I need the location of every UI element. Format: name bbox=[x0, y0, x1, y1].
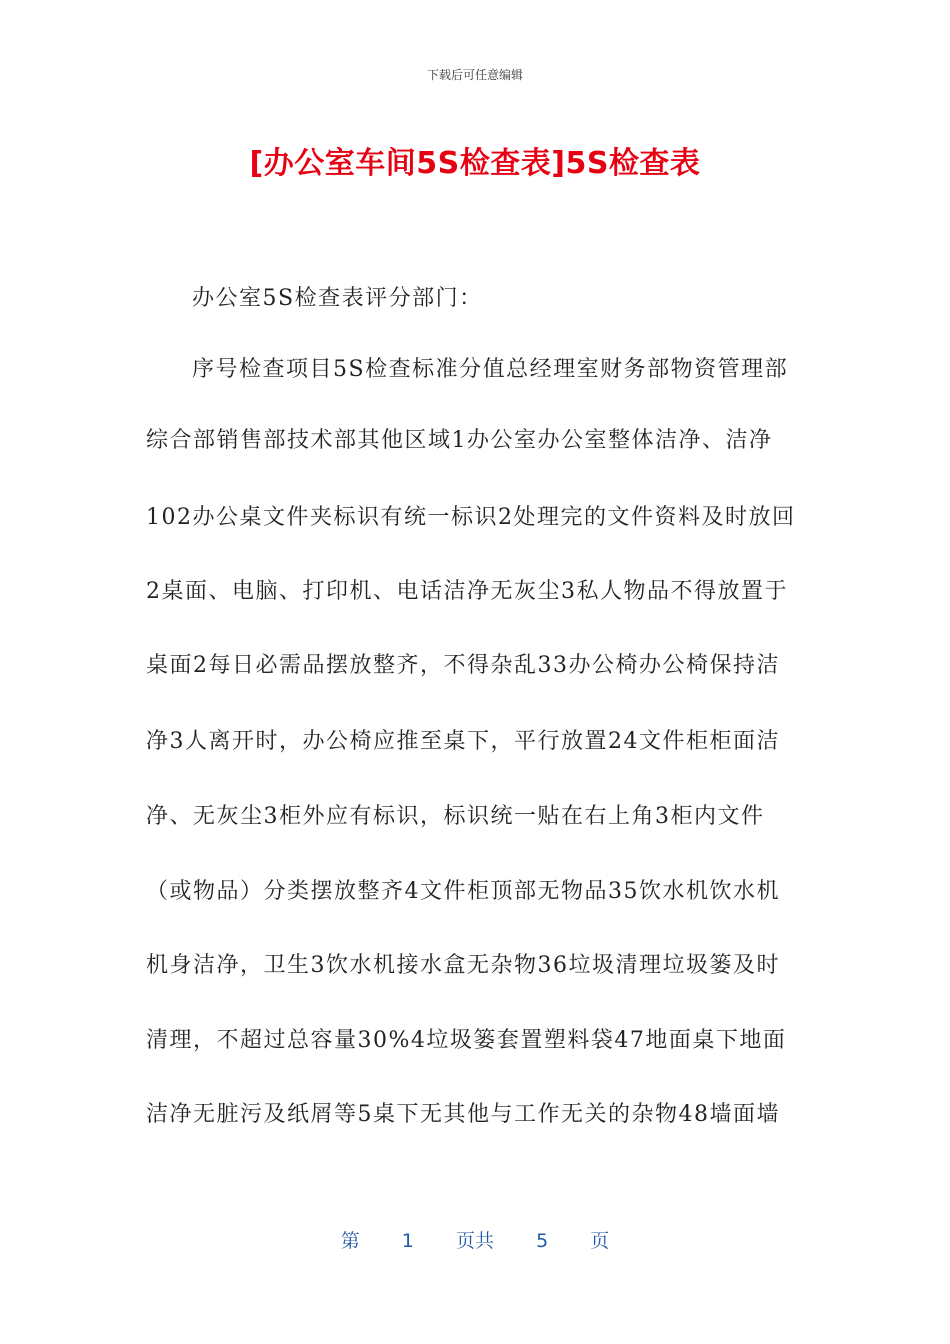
body-line-9: （或物品）分类摆放整齐4文件柜顶部无物品35饮水机饮水机 bbox=[146, 879, 780, 904]
footer-total-pages: 5 bbox=[536, 1230, 549, 1252]
body-line-8: 净、无灰尘3柜外应有标识，标识统一贴在右上角3柜内文件 bbox=[146, 804, 765, 829]
body-line-10: 机身洁净，卫生3饮水机接水盒无杂物36垃圾清理垃圾篓及时 bbox=[146, 953, 780, 978]
body-line-4: 102办公桌文件夹标识有统一标识2处理完的文件资料及时放回 bbox=[146, 505, 796, 530]
page-header-note: 下载后可任意编辑 bbox=[426, 68, 523, 82]
body-line-1: 办公室5S检查表评分部门： bbox=[192, 286, 483, 311]
body-line-3: 综合部销售部技术部其他区域1办公室办公室整体洁净、洁净 bbox=[146, 428, 773, 453]
body-line-6: 桌面2每日必需品摆放整齐，不得杂乱33办公椅办公椅保持洁 bbox=[146, 653, 780, 678]
document-body bbox=[146, 284, 806, 1154]
footer-current-page: 1 bbox=[401, 1230, 414, 1252]
footer-prefix: 第 bbox=[340, 1230, 360, 1252]
footer-suffix: 页 bbox=[590, 1230, 610, 1252]
body-line-12: 洁净无脏污及纸屑等5桌下无其他与工作无关的杂物48墙面墙 bbox=[146, 1102, 780, 1127]
body-line-7: 净3人离开时，办公椅应推至桌下，平行放置24文件柜柜面洁 bbox=[146, 729, 780, 754]
body-line-5: 2桌面、电脑、打印机、电话洁净无灰尘3私人物品不得放置于 bbox=[146, 579, 788, 604]
body-line-11: 清理，不超过总容量30%4垃圾篓套置塑料袋47地面桌下地面 bbox=[146, 1028, 787, 1053]
body-line-2: 序号检查项目5S检查标准分值总经理室财务部物资管理部 bbox=[192, 357, 789, 382]
footer-mid: 页共 bbox=[455, 1230, 494, 1252]
document-title: [办公室车间5S检查表]5S检查表 bbox=[249, 146, 701, 181]
page-footer bbox=[0, 1226, 950, 1253]
